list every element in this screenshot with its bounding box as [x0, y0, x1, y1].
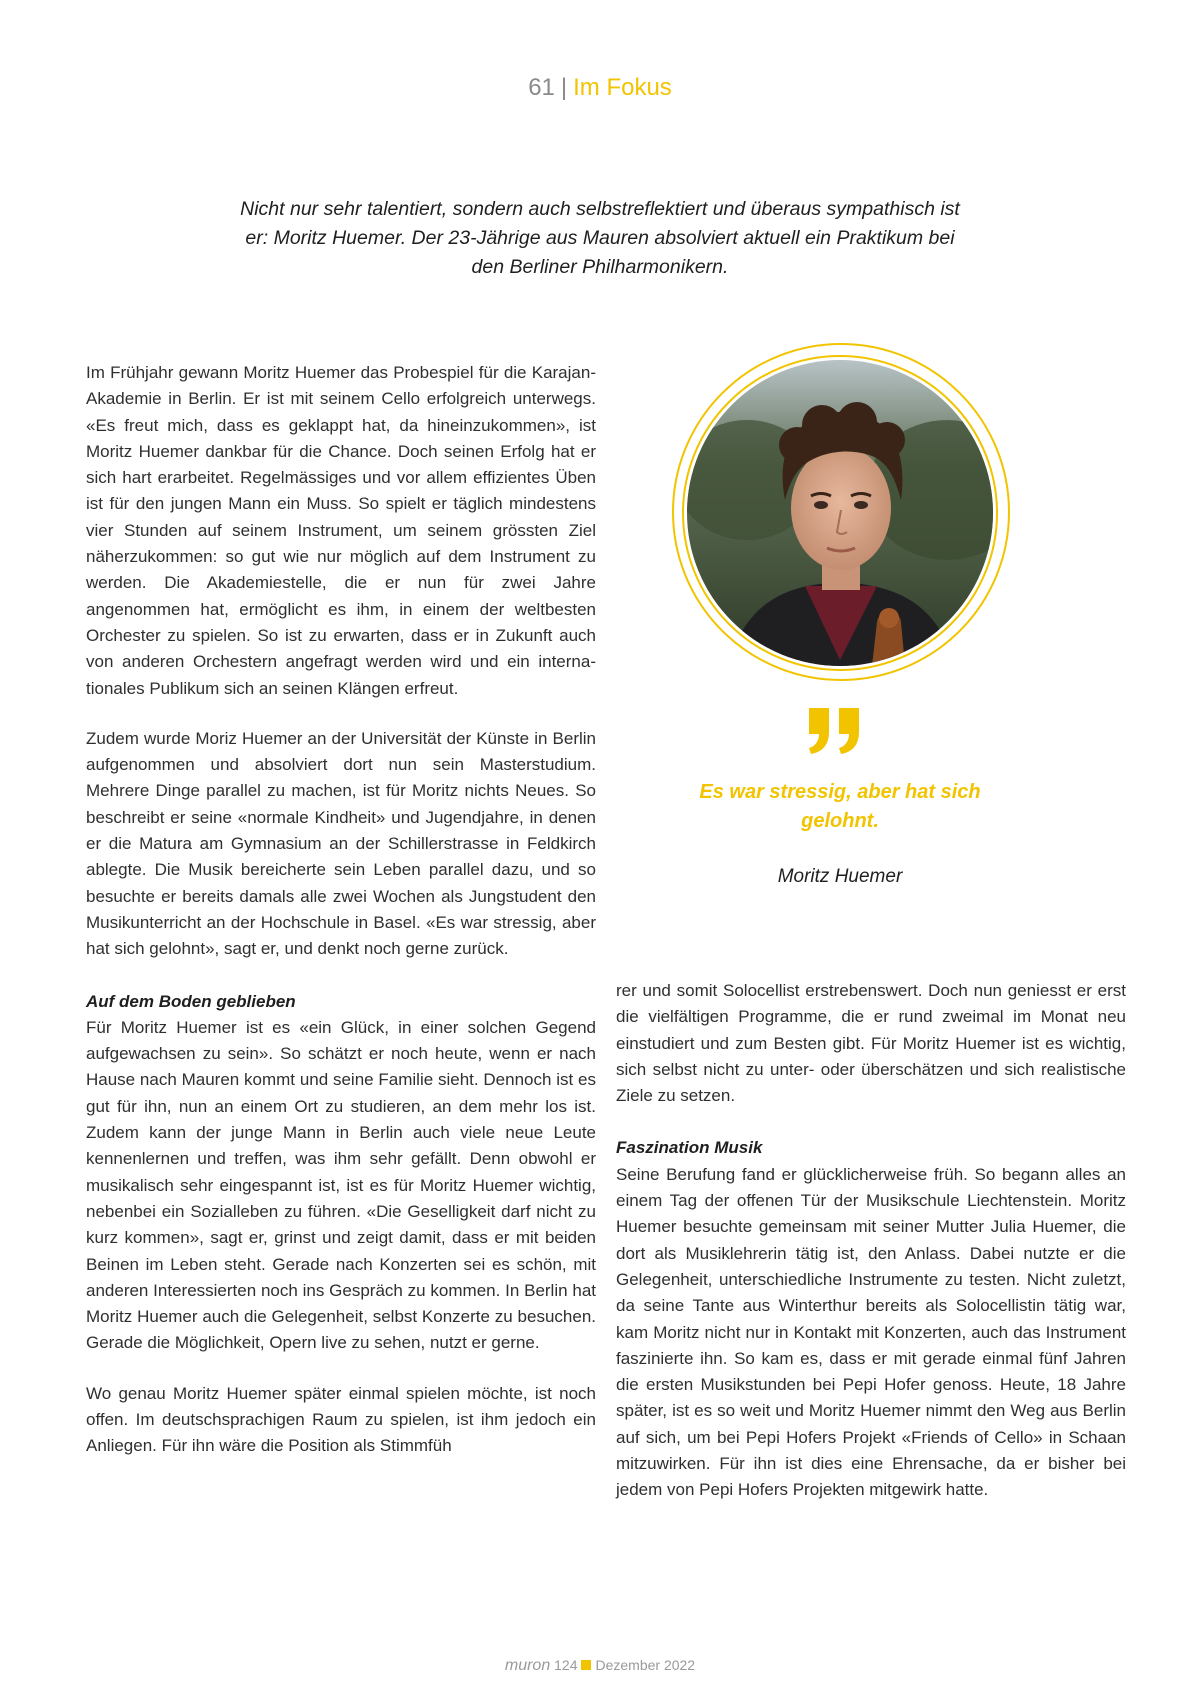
square-icon	[581, 1660, 591, 1670]
section-title: Im Fokus	[573, 74, 672, 101]
body-paragraph: Seine Berufung fand er glücklicherweise früh. So begann alles an einem Tag der offenen Tür der Musikschule Liechtenstein. Moritz Huemer besuchte gemeinsam mit seiner Mutter Julia Huemer, die dort als Musiklehrerin tätig ist, den Anlass. Dabei nutzte er die Gelegenheit, unterschiedliche Instrumente zu testen. Nicht zuletzt, da seine Tante aus Winterthur bereits als Solocellistin tätig war, kam Moritz nicht nur in Kontakt mit Konzerten, auch das Instrument faszinierte ihn. So kam es, dass er mit gerade einmal fünf Jahren die ersten Musikstunden bei Pepi Hofer genoss. Heute, 18 Jahre später, ist es so weit und Moritz Huemer nimmt den Weg aus Berlin auf sich, um bei Pepi Hofers Projekt «Friends of Cello» in Schaan mitzuwirken. Für ihn ist dies eine Ehrensache, da er bisher bei jedem von Pepi Hofers Projekten mitgewirk hatte.	[616, 1164, 1126, 1500]
body-paragraph: rer und somit Solocellist erstrebenswert. Doch nun geniesst er erst die vielfältigen Programme, die er rund zweimal im Monat neu einstudiert und zum Besten gibt. Für Moritz Huemer ist es wichtig, sich selbst nicht zu unter- oder überschätzen und sich realistische Ziele zu setzen.	[616, 981, 1126, 1106]
portrait	[672, 343, 1012, 683]
subheading: Auf dem Boden geblieben	[86, 991, 296, 1011]
right-column	[616, 978, 1126, 1504]
header-separator: |	[560, 74, 568, 101]
body-paragraph: Wo genau Moritz Huemer später einmal spielen möchte, ist noch offen. Im deutschsprachigen Raum zu spielen, ist ihm jedoch ein Anliegen. Für ihn wäre die Position als Stimmfüh	[86, 1383, 596, 1456]
subheading: Faszination Musik	[616, 1138, 763, 1158]
left-column	[86, 360, 596, 1460]
pullquote-text: Es war stressig, aber hat sich gelohnt.	[699, 781, 981, 832]
body-paragraph: Im Frühjahr gewann Moritz Huemer das Probespiel für die Karajan-Akademie in Berlin. Er ist mit seinem Cello erfolgreich unterwegs. «Es freut mich, dass es geklappt hat, da hineinzukommen», ist Moritz Huemer dankbar für die Chance. Doch seinen Erfolg hat er sich hart erarbeitet. Regelmässiges und vor allem effizientes Üben ist für den jungen Mann ein Muss. So spielt er täglich mindestens vier Stunden auf seinem Instrument, um seinem grössten Ziel näherzukommen: so gut wie nur möglich auf dem Instrument zu werden. Die Akademiestelle, die er nun für zwei Jahre angenommen hat, ermöglicht es ihm, in einem der weltbesten Orchester zu spielen. So ist zu erwarten, dass er in Zukunft auch von anderen Orchestern angefragt werden wird und ein internationales Publikum sich an seinen Klängen erfreut.	[86, 363, 596, 698]
page-header	[0, 74, 1200, 102]
magazine-brand: muron	[504, 1657, 551, 1674]
issue-number: 124	[554, 1657, 578, 1673]
issue-date: Dezember 2022	[595, 1657, 696, 1673]
page-footer	[0, 1657, 1200, 1675]
portrait-photo	[687, 360, 993, 666]
page-number: 61	[528, 74, 555, 101]
quote-icon	[805, 706, 865, 756]
lead-paragraph: Nicht nur sehr talentiert, sondern auch selbstreflektiert und überaus sympathisch ist er: Moritz Huemer. Der 23-Jährige aus Mauren absolviert aktuell ein Praktikum bei den Berliner Philharmonikern.	[240, 198, 960, 278]
body-paragraph: Zudem wurde Moriz Huemer an der Universität der Künste in Berlin aufgenommen und absolviert dort nun sein Masterstudium. Mehrere Dinge parallel zu machen, ist für Moritz nichts Neues. So beschreibt er seine «normale Kindheit» und Jugendjahre, in denen er die Matura am Gymnasium an der Schillerstrasse in Feldkirch ablegte. Die Musik bereicherte sein Leben parallel dazu, und so besuchte er bereits damals alle zwei Wochen als Jungstudent den Musikunterricht an der Hochschule in Basel. «Es war stressig, aber hat sich gelohnt», sagt er, und denkt noch gerne zurück.	[86, 728, 596, 959]
pullquote-author: Moritz Huemer	[777, 866, 903, 887]
portrait-illustration	[687, 360, 993, 666]
body-paragraph: Für Moritz Huemer ist es «ein Glück, in einer solchen Gegend aufgewachsen zu sein». So schätzt er noch heute, wenn er nach Hause nach Mauren kommt und seine Familie sieht. Dennoch ist es gut für ihn, nun an einem Ort zu studieren, an dem mehr los ist. Zudem kann der junge Mann in Berlin auch viele neue Leute kennenlernen und treffen, was ihm sehr gefällt. Denn obwohl er musikalisch sehr eingespannt ist, ist es für Moritz Huemer wichtig, nebenbei ein Sozialleben zu führen. «Die Geselligkeit darf nicht zu kurz kommen», sagt er, grinst und zeigt damit, dass er mit beiden Beinen im Leben steht. Gerade nach Konzerten sei es schön, mit anderen Interessierten noch ins Gespräch zu kommen. In Berlin hat Moritz Huemer auch die Gelegenheit, selbst Konzerte zu besuchen. Gerade die Möglichkeit, Opern live zu sehen, nutzt er gerne.	[86, 1017, 596, 1353]
